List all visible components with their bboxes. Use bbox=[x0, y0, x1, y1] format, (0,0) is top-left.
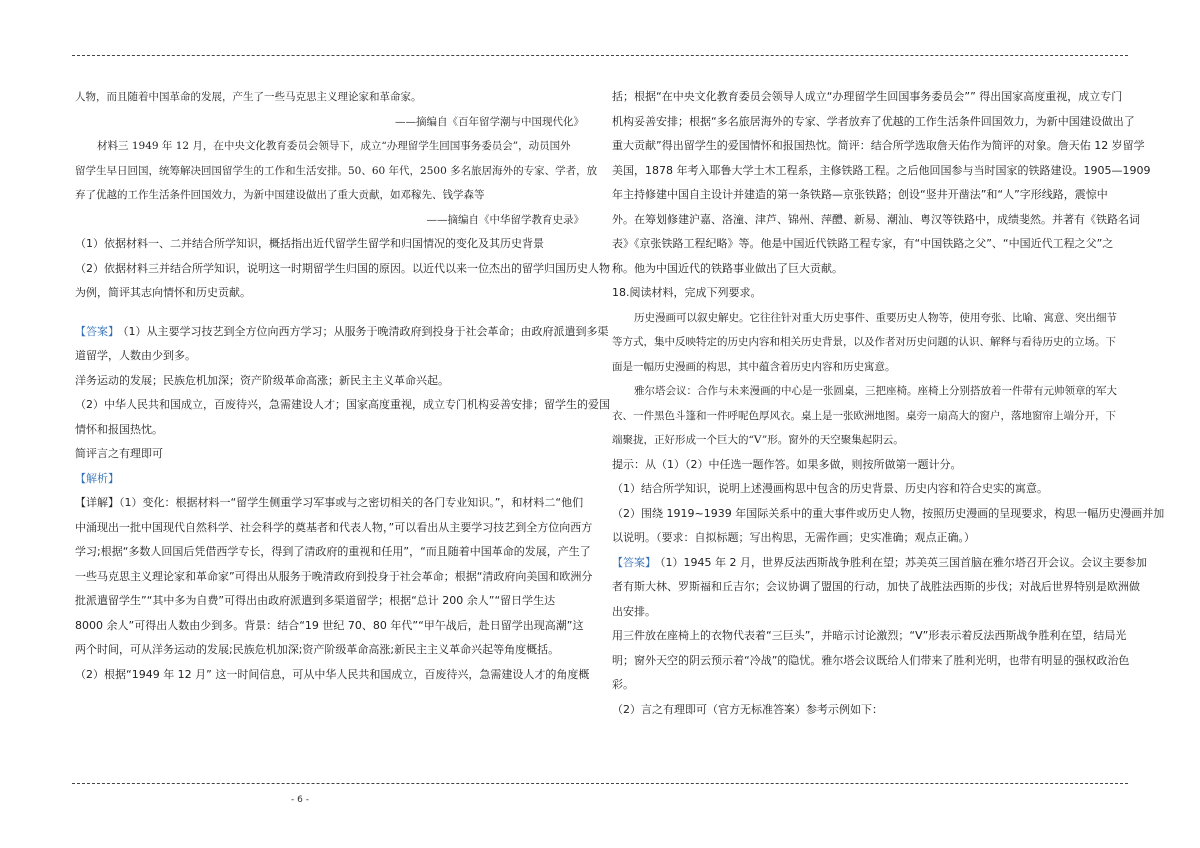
line-text: 中涌现出一批中国现代自然科学、社会科学的奠基者和代表人物，”可以看出从主要学习技艺到全方位向西方 bbox=[75, 520, 593, 534]
text-line bbox=[612, 673, 1132, 698]
text-line bbox=[75, 442, 590, 467]
text-line bbox=[75, 320, 609, 345]
line-text: 一些马克思主义理论家和革命家”可得出从服务于晚清政府到投身于社会革命；根据“清政府向美国和欧洲分 bbox=[75, 569, 593, 583]
line-text: 称。他为中国近代的铁路事业做出了巨大贡献。 bbox=[612, 261, 843, 275]
text-line bbox=[612, 110, 1135, 135]
section-tag: 【解析】 bbox=[75, 471, 119, 485]
left-column bbox=[75, 85, 610, 687]
text-line bbox=[75, 344, 590, 369]
line-text: 批派遣留学生”“其中多为自费”可得出由政府派遣到多渠道留学；根据“总计 200 余人”“留日学生达 bbox=[75, 594, 556, 607]
line-text: （1）结合所学知识，说明上述漫画构思中包含的历史背景、历史内容和符合史实的寓意。 bbox=[612, 482, 1048, 495]
line-text: ——摘编自《百年留学潮与中国现代化》 bbox=[395, 115, 584, 128]
line-text: （1）依据材料一、二并结合所学知识，概括指出近代留学生留学和归国情况的变化及其历史背景 bbox=[75, 237, 544, 250]
text-line bbox=[612, 281, 1132, 306]
line-text: （2）言之有理即可（官方无标准答案）参考示例如下： bbox=[612, 702, 883, 716]
text-line bbox=[75, 159, 598, 184]
line-text: 外。在筹划修建沪嘉、洛潼、津芦、锦州、萍醴、新易、潮汕、粤汉等铁路中，成绩斐然。并著有《铁路名词 bbox=[612, 212, 1140, 226]
text-line bbox=[75, 467, 590, 492]
text-line bbox=[75, 208, 590, 233]
text-line bbox=[612, 355, 1132, 380]
line-text: 材料三 1949 年 12 月，在中央文化教育委员会领导下，成立“办理留学生回国事务委员会”，动员国外 bbox=[97, 140, 571, 152]
text-line bbox=[75, 663, 590, 688]
text-line bbox=[612, 477, 1132, 502]
text-line bbox=[612, 551, 1147, 576]
line-text: 机构妥善安排；根据“多名旅居海外的专家、学者放弃了优越的工作生活条件回国效力，为新中国建设做出了 bbox=[612, 114, 1135, 128]
header-rule bbox=[72, 55, 1128, 56]
section-tag: 【答案】 bbox=[612, 555, 656, 569]
line-text: 重大贡献”得出留学生的爱国情怀和报国热忱。简评：结合所学选取詹天佑作为简评的对象。詹天佑 12 岁留学 bbox=[612, 139, 1145, 152]
line-text: 端聚拢，正好形成一个巨大的“V”形。窗外的天空聚集起阴云。 bbox=[612, 434, 904, 446]
line-text: 8000 余人”可得出人数由少到多。背景：结合“19 世纪 70、80 年代”“甲午战后，赴日留学出现高潮”这 bbox=[75, 618, 584, 632]
text-line bbox=[75, 418, 590, 443]
line-text: 彩。 bbox=[612, 678, 634, 691]
text-line bbox=[612, 600, 1132, 625]
text-line bbox=[612, 159, 1151, 184]
text-line bbox=[75, 232, 590, 257]
line-text: 道留学，人数由少到多。 bbox=[75, 349, 196, 362]
text-line bbox=[612, 134, 1145, 159]
text-line bbox=[75, 85, 590, 110]
text-line bbox=[612, 649, 1132, 674]
line-text: （2）中华人民共和国成立，百废待兴，急需建设人才；国家高度重视，成立专门机构妥善安排；留学生的爱国 bbox=[75, 398, 610, 411]
line-text: （2）围绕 1919~1939 年国际关系中的重大事件或历史人物，按照历史漫画的呈现要求，构思一幅历史漫画并加 bbox=[612, 506, 1165, 520]
text-line bbox=[612, 526, 1132, 551]
line-text: 表》《京张铁路工程纪略》等。他是中国近代铁路工程专家，有“中国铁路之父”、“中国近代工程之父”之 bbox=[612, 237, 1114, 250]
page-number: - 6 - bbox=[291, 795, 309, 805]
section-tag: 【答案】 bbox=[75, 324, 119, 338]
line-text: 人物，而且随着中国革命的发展，产生了一些马克思主义理论家和革命家。 bbox=[75, 91, 422, 103]
text-line bbox=[75, 614, 590, 639]
line-text: 明；窗外天空的阴云预示着“冷战”的隐忧。雅尔塔会议既给人们带来了胜利光明，也带有明显的强权政治色 bbox=[612, 653, 1130, 667]
line-text: （2）根据“1949 年 12 月” 这一时间信息，可从中华人民共和国成立，百废待兴，急需建设人才的角度概 bbox=[75, 667, 590, 681]
line-text: 两个时间，可从洋务运动的发展;民族危机加深;资产阶级革命高涨;新民主主义革命兴起等角度概括。 bbox=[75, 643, 560, 656]
line-text: 18.阅读材料，完成下列要求。 bbox=[612, 286, 762, 299]
text-line bbox=[75, 393, 610, 418]
line-text: （1）从主要学习技艺到全方位向西方学习；从服务于晚清政府到投身于社会革命；由政府派遣到多渠 bbox=[123, 324, 609, 338]
line-text: 【详解】（1）变化：根据材料一“留学生侧重学习军事或与之密切相关的各门专业知识。”，和材料二“他们 bbox=[75, 496, 584, 509]
text-line bbox=[612, 208, 1140, 233]
text-line bbox=[75, 491, 590, 516]
line-text: 年主持修建中国自主设计并建造的第一条铁路—京张铁路；创设“竖井开凿法”和“人”字形线路，震惊中 bbox=[612, 188, 1108, 201]
line-text: 美国，1878 年考入耶鲁大学土木工程系，主修铁路工程。之后他回国参与当时国家的铁路建设。1905—1909 bbox=[612, 163, 1151, 177]
text-line bbox=[612, 698, 1132, 723]
line-text: 为例，简评其志向情怀和历史贡献。 bbox=[75, 286, 251, 299]
text-line bbox=[612, 183, 1132, 208]
line-text: 洋务运动的发展；民族危机加深；资产阶级革命高涨；新民主主义革命兴起。 bbox=[75, 373, 449, 387]
footer-rule bbox=[72, 783, 1128, 784]
line-text: 简评言之有理即可 bbox=[75, 447, 163, 460]
line-text: 情怀和报国热忱。 bbox=[75, 422, 163, 436]
text-line bbox=[612, 575, 1140, 600]
line-text: 学习;根据“多数人回国后凭借西学专长，得到了清政府的重视和任用”，“而且随着中国革命的发展，产生了 bbox=[75, 545, 591, 558]
text-line bbox=[75, 516, 593, 541]
text-line bbox=[612, 379, 1132, 404]
line-text: 等方式，集中反映特定的历史内容和相关历史背景，以及作者对历史问题的认识、解释与看待历史的立场。下 bbox=[612, 336, 1116, 348]
text-line bbox=[612, 453, 1132, 478]
text-line bbox=[612, 232, 1132, 257]
line-text: 者有斯大林、罗斯福和丘吉尔；会议协调了盟国的行动，加快了战胜法西斯的步伐；对战后世界特别是欧洲做 bbox=[612, 580, 1140, 593]
line-text: 以说明。（要求：自拟标题；写出构思，无需作画；史实准确；观点正确。） bbox=[612, 531, 975, 544]
text-line bbox=[75, 183, 590, 208]
text-line bbox=[612, 330, 1132, 355]
line-text: 出安排。 bbox=[612, 604, 656, 618]
line-text: （2）依据材料三并结合所学知识，说明这一时期留学生归国的原因。以近代以来一位杰出的留学归国历史人物 bbox=[75, 261, 610, 275]
text-line bbox=[75, 110, 590, 135]
text-line bbox=[75, 589, 590, 614]
line-text: 弃了优越的工作生活条件回国效力，为新中国建设做出了重大贡献，如邓稼先、钱学森等 bbox=[75, 189, 485, 201]
text-line bbox=[75, 134, 590, 159]
text-line bbox=[612, 85, 1132, 110]
line-text: 雅尔塔会议：合作与未来漫画的中心是一张圆桌，三把座椅。座椅上分别搭放着一件带有元帅领章的军大 bbox=[634, 385, 1117, 397]
text-line bbox=[75, 565, 593, 590]
right-column bbox=[612, 85, 1165, 722]
paragraph-gap bbox=[75, 306, 590, 320]
text-line bbox=[612, 502, 1165, 527]
line-text: 括；根据“在中央文化教育委员会领导人成立“办理留学生回国事务委员会”” 得出国家高度重视，成立专门 bbox=[612, 90, 1123, 103]
line-text: 提示：从（1）（2）中任选一题作答。如果多做，则按所做第一题计分。 bbox=[612, 457, 962, 471]
text-line bbox=[612, 257, 1132, 282]
line-text: 用三件放在座椅上的衣物代表着“三巨头”，并暗示讨论激烈；“V”形表示着反法西斯战争胜利在望，结局光 bbox=[612, 629, 1127, 642]
text-line bbox=[75, 638, 590, 663]
line-text: 历史漫画可以叙史解史。它往往针对重大历史事件、重要历史人物等，使用夸张、比喻、寓意、突出细节 bbox=[634, 311, 1117, 324]
text-line bbox=[612, 404, 1132, 429]
line-text: 留学生早日回国，统筹解决回国留学生的工作和生活安排。50、60 年代，2500 多名旅居海外的专家、学者，放 bbox=[75, 164, 598, 177]
line-text: 衣、一件黑色斗篷和一件呼呢色厚风衣。桌上是一张欧洲地图。桌旁一扇高大的窗户，落地窗帘上端分开，下 bbox=[612, 409, 1116, 422]
text-line bbox=[75, 257, 610, 282]
text-line bbox=[612, 306, 1132, 331]
text-line bbox=[75, 369, 590, 394]
text-line bbox=[75, 281, 590, 306]
text-line bbox=[612, 624, 1132, 649]
line-text: ——摘编自《中华留学教育史录》 bbox=[426, 213, 584, 226]
text-line bbox=[612, 428, 1132, 453]
text-line bbox=[75, 540, 590, 565]
line-text: （1）1945 年 2 月，世界反法西斯战争胜利在望；苏美英三国首脑在雅尔塔召开会议。会议主要参加 bbox=[660, 555, 1147, 569]
line-text: 面是一幅历史漫画的构思，其中蕴含着历史内容和历史寓意。 bbox=[612, 360, 896, 373]
